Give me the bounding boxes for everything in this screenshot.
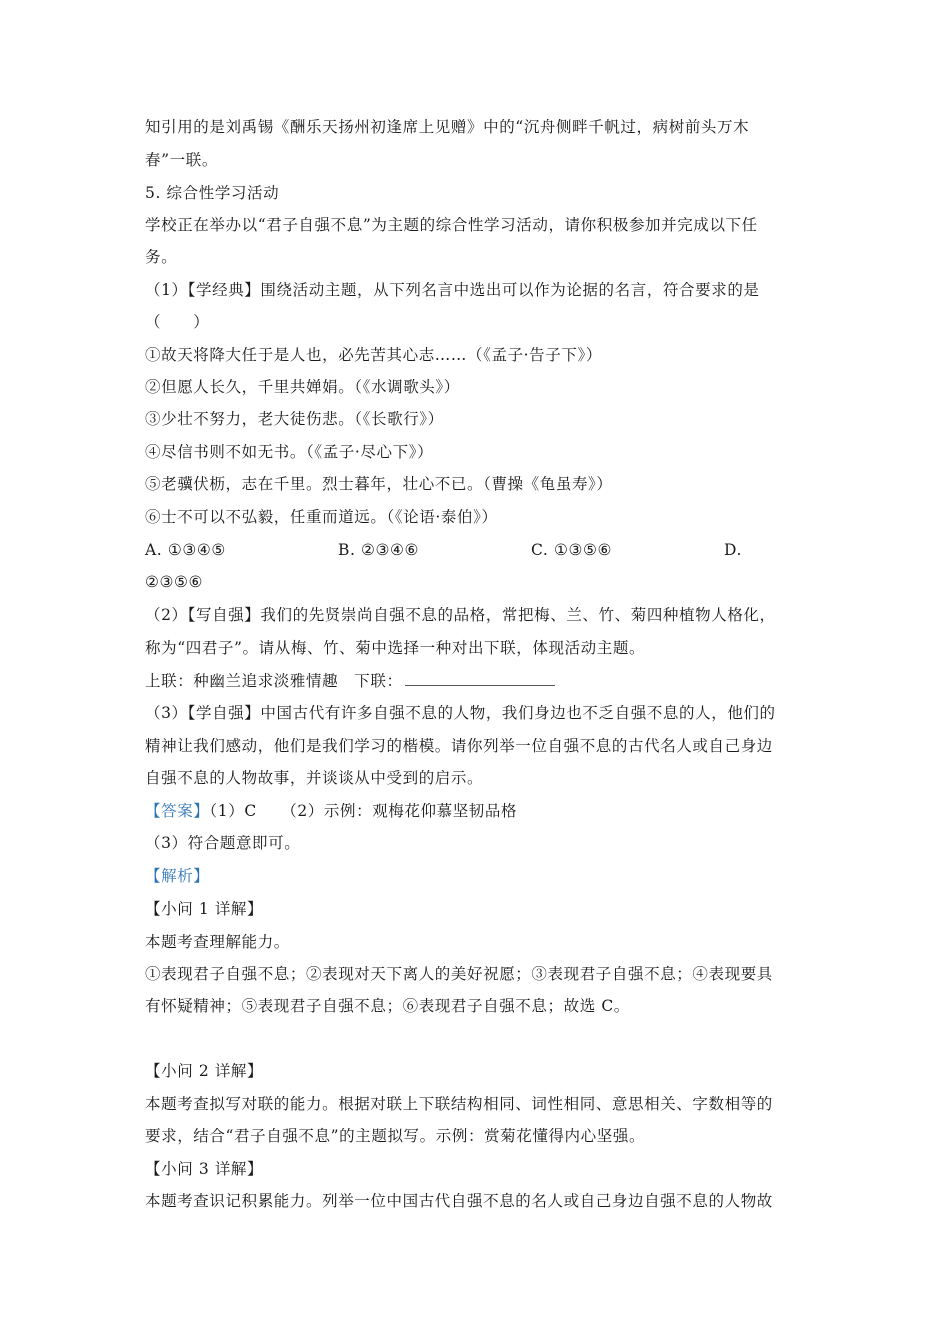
- sub1-line-1: （1）【学经典】围绕活动主题，从下列名言中选出可以作为论据的名言，符合要求的是: [145, 281, 760, 299]
- option-d: D.: [724, 541, 743, 559]
- answer-line: [145, 800, 517, 822]
- option-a: A. ①③④⑤: [145, 541, 226, 559]
- option-c: C. ①③⑤⑥: [531, 541, 612, 559]
- quote-item: ④尽信书则不如无书。（《孟子·尽心下》）: [145, 443, 434, 461]
- quote-item: ⑤老骥伏枥，志在千里。烈士暮年，壮心不已。（曹操《龟虽寿》）: [145, 475, 613, 493]
- answer-label: 【答案】: [145, 802, 210, 820]
- quote-item: ①故天将降大任于是人也，必先苦其心志……（《孟子·告子下》）: [145, 346, 602, 364]
- analysis-q3-head: 【小问 3 详解】: [145, 1160, 264, 1178]
- analysis-q1-head: 【小问 1 详解】: [145, 900, 264, 918]
- sub2-line-2: 称为“四君子”。请从梅、竹、菊中选择一种对出下联，体现活动主题。: [145, 639, 646, 657]
- couplet-text: 上联：种幽兰追求淡雅情趣 下联：: [145, 672, 403, 690]
- answer-line-2: （3）符合题意即可。: [145, 834, 301, 852]
- analysis-label: 【解析】: [145, 867, 210, 885]
- option-b: B. ②③④⑥: [338, 541, 420, 559]
- question-5-desc-1: 学校正在举办以“君子自强不息”为主题的综合性学习活动，请你积极参加并完成以下任: [145, 216, 758, 234]
- analysis-q1-line-3: 有怀疑精神；⑤表现君子自强不息；⑥表现君子自强不息；故选 C。: [145, 997, 630, 1015]
- answer-text: （1）C （2）示例：观梅花仰慕坚韧品格: [209, 802, 518, 820]
- sub2-line-1: （2）【写自强】我们的先贤崇尚自强不息的品格，常把梅、兰、竹、菊四种植物人格化，: [145, 606, 776, 624]
- analysis-q2-line-2: 要求，结合“君子自强不息”的主题拟写。示例：赏菊花懂得内心坚强。: [145, 1127, 646, 1145]
- analysis-q1-line-1: 本题考查理解能力。: [145, 933, 290, 951]
- sub3-line-3: 自强不息的人物故事，并谈谈从中受到的启示。: [145, 769, 484, 787]
- analysis-q1-line-2: ①表现君子自强不息；②表现对天下离人的美好祝愿；③表现君子自强不息；④表现要具: [145, 965, 773, 983]
- intro-line-1: 知引用的是刘禹锡《酬乐天扬州初逢席上见赠》中的“沉舟侧畔千帆过，病树前头万木: [145, 118, 750, 136]
- sub3-line-2: 精神让我们感动，他们是我们学习的楷模。请你列举一位自强不息的古代名人或自己身边: [145, 737, 773, 755]
- analysis-q3-line-1: 本题考查识记积累能力。列举一位中国古代自强不息的名人或自己身边自强不息的人物故: [145, 1192, 773, 1210]
- quote-item: ⑥士不可以不弘毅，任重而道远。（《论语·泰伯》）: [145, 508, 498, 526]
- question-5-desc-2: 务。: [145, 248, 178, 266]
- couplet-line: [145, 670, 555, 692]
- quote-item: ③少壮不努力，老大徒伤悲。（《长歌行》）: [145, 410, 444, 428]
- option-d-continued: ②③⑤⑥: [145, 573, 203, 591]
- analysis-q2-head: 【小问 2 详解】: [145, 1062, 264, 1080]
- question-5-title: 5. 综合性学习活动: [145, 184, 280, 202]
- sub3-line-1: （3）【学自强】中国古代有许多自强不息的人物，我们身边也不乏自强不息的人，他们的: [145, 704, 776, 722]
- analysis-q2-line-1: 本题考查拟写对联的能力。根据对联上下联结构相同、词性相同、意思相关、字数相等的: [145, 1095, 773, 1113]
- intro-line-2: 春”一联。: [145, 151, 218, 169]
- quote-item: ②但愿人长久，千里共婵娟。（《水调歌头》）: [145, 378, 460, 396]
- sub1-line-2: （ ）: [145, 313, 210, 331]
- answer-blank: [405, 671, 555, 686]
